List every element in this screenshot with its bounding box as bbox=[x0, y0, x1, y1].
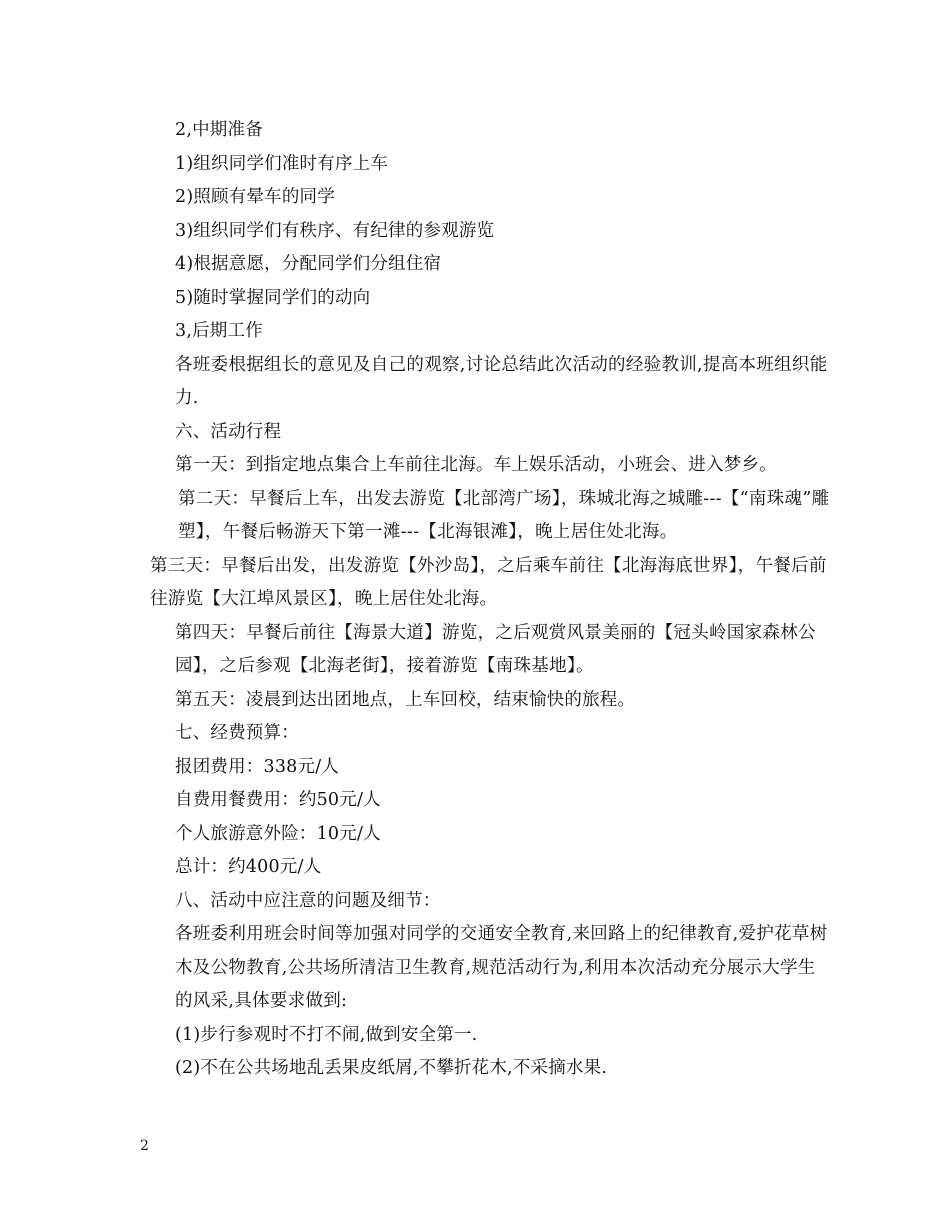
list-item: 3)组织同学们有秩序、有纪律的参观游览 bbox=[175, 220, 495, 241]
list-item: 1)组织同学们准时有序上车 bbox=[175, 153, 389, 174]
itinerary-day-3: 第三天：早餐后出发，出发游览【外沙岛】，之后乘车前往【北海海底世界】，午餐后前往游览【大江埠风景区】，晚上居住处北海。 bbox=[150, 555, 827, 609]
itinerary-day-5: 第五天：凌晨到达出团地点，上车回校，结束愉快的旅程。 bbox=[175, 689, 636, 710]
itinerary-day-1: 第一天：到指定地点集合上车前往北海。车上娱乐活动，小班会、进入梦乡。 bbox=[175, 455, 777, 475]
budget-item: 个人旅游意外险：10元/人 bbox=[175, 823, 381, 844]
paragraph: 各班委利用班会时间等加强对同学的交通安全教育,来回路上的纪律教育,爱护花草树木及公物教育,公共场所清洁卫生教育,规范活动行为,利用本次活动充分展示大学生的风采,具体要求做到: bbox=[175, 924, 828, 1011]
page-number: 2 bbox=[140, 1138, 149, 1154]
list-item: 5)随时掌握同学们的动向 bbox=[175, 287, 371, 308]
section-heading-budget: 七、经费预算： bbox=[175, 723, 299, 743]
itinerary-day-2: 第二天：早餐后上车，出发去游览【北部湾广场】，珠城北海之城雕---【“南珠魂”雕塑】，午餐后畅游天下第一滩---【北海银滩】，晚上居住处北海。 bbox=[178, 488, 830, 542]
list-item: (2)不在公共场地乱丢果皮纸屑,不攀折花木,不采摘水果. bbox=[175, 1058, 608, 1078]
section-heading-midterm: 2,中期准备 bbox=[175, 120, 263, 140]
section-heading-notes: 八、活动中应注意的问题及细节： bbox=[175, 890, 441, 911]
section-heading-later: 3,后期工作 bbox=[175, 321, 263, 341]
list-item: 2)照顾有晕车的同学 bbox=[175, 187, 335, 207]
list-item: 4)根据意愿，分配同学们分组住宿 bbox=[175, 254, 442, 274]
section-heading-itinerary: 六、活动行程 bbox=[175, 421, 282, 442]
itinerary-day-4: 第四天：早餐后前往【海景大道】游览，之后观赏风景美丽的【冠头岭国家森林公园】，之后参观【北海老街】，接着游览【南珠基地】。 bbox=[175, 622, 816, 676]
list-item: (1)步行参观时不打不闹,做到安全第一. bbox=[175, 1024, 478, 1045]
budget-item: 报团费用：338元/人 bbox=[175, 756, 339, 777]
budget-item: 自费用餐费用：约50元/人 bbox=[175, 790, 381, 810]
paragraph: 各班委根据组长的意见及自己的观察,讨论总结此次活动的经验教训,提高本班组织能力. bbox=[175, 354, 828, 408]
budget-total: 总计：约400元/人 bbox=[175, 857, 322, 877]
document-body bbox=[140, 114, 830, 1086]
